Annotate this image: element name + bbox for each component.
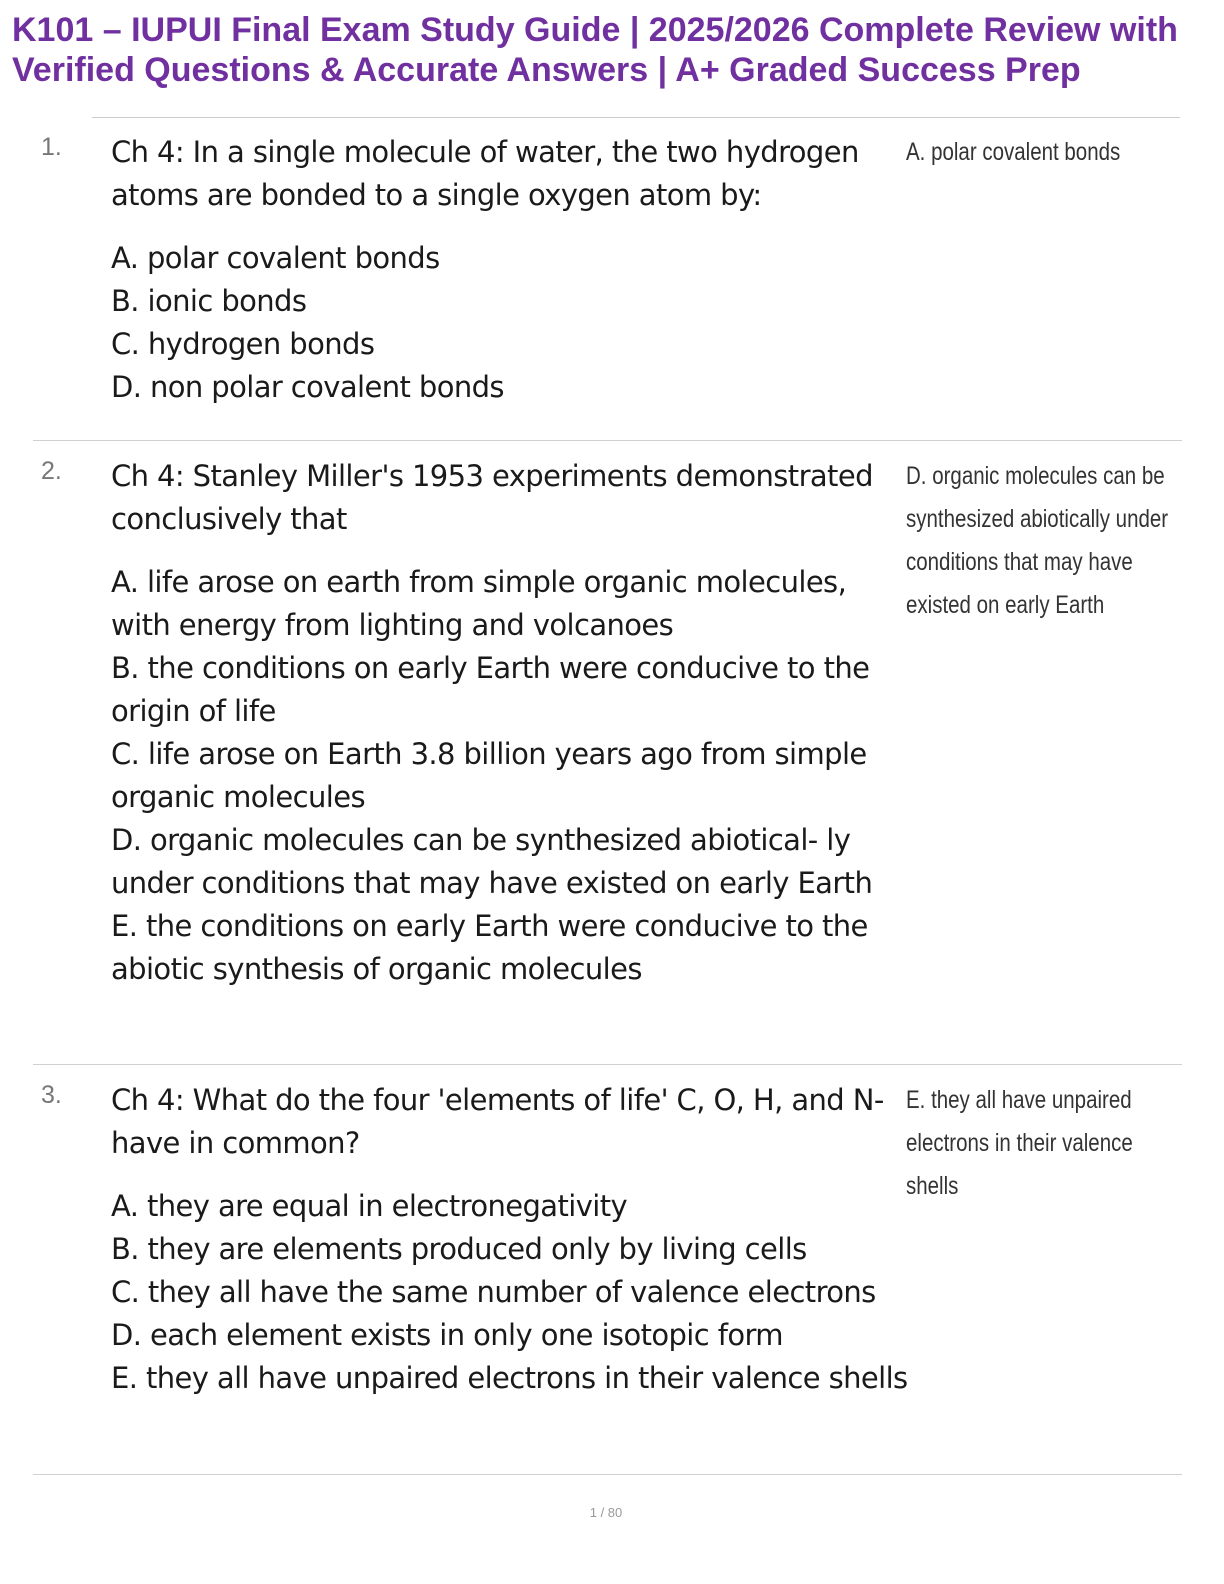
option-d: D. non polar covalent bonds (111, 370, 504, 404)
option-a: A. they are equal in electronegativity (111, 1189, 628, 1223)
option-e: E. they all have unpaired electrons in their valence shells (111, 1361, 908, 1395)
option-e: E. the conditions on early Earth were conducive to the abiotic synthesis of organic molecules (111, 909, 868, 986)
question-text: Ch 4: Stanley Miller's 1953 experiments demonstrated conclusively that (111, 459, 873, 536)
title-divider (92, 117, 1180, 118)
option-b: B. they are elements produced only by living cells (111, 1232, 807, 1266)
answer-options (111, 237, 911, 409)
question-body (111, 131, 911, 409)
document-title: K101 – IUPUI Final Exam Study Guide | 2025/2026 Complete Review with Verified Questions & Accurate Answers | A+ Graded Success Prep (12, 11, 1178, 89)
option-b: B. ionic bonds (111, 284, 307, 318)
question-text: Ch 4: In a single molecule of water, the two hydrogen atoms are bonded to a single oxygen atom by: (111, 135, 859, 212)
option-d: D. organic molecules can be synthesized abiotical- ly under conditions that may have existed on early Earth (111, 823, 873, 900)
correct-answer: A. polar covalent bonds (906, 138, 1121, 166)
correct-answer: E. they all have unpaired electrons in their valence shells (906, 1086, 1133, 1200)
option-b: B. the conditions on early Earth were conducive to the origin of life (111, 651, 870, 728)
question-number: 1. (41, 133, 62, 161)
page-number: 1 / 80 (589, 1505, 623, 1520)
question-number: 2. (41, 457, 62, 485)
option-c: C. hydrogen bonds (111, 327, 375, 361)
question-body (111, 1079, 911, 1400)
question-divider (33, 1064, 1182, 1065)
option-a: A. polar covalent bonds (111, 241, 440, 275)
answer-options (111, 1185, 911, 1400)
question-divider (33, 1474, 1182, 1475)
question-number: 3. (41, 1081, 62, 1109)
option-c: C. they all have the same number of valence electrons (111, 1275, 876, 1309)
answer-options (111, 561, 911, 991)
question-divider (33, 440, 1182, 441)
correct-answer: D. organic molecules can be synthesized abiotically under conditions that may have existed on early Earth (906, 462, 1169, 619)
question-body (111, 455, 911, 991)
option-c: C. life arose on Earth 3.8 billion years ago from simple organic molecules (111, 737, 867, 814)
option-a: A. life arose on earth from simple organic molecules, with energy from lighting and volcanoes (111, 565, 847, 642)
option-d: D. each element exists in only one isotopic form (111, 1318, 783, 1352)
question-text: Ch 4: What do the four 'elements of life' C, O, H, and N- have in common? (111, 1083, 884, 1160)
